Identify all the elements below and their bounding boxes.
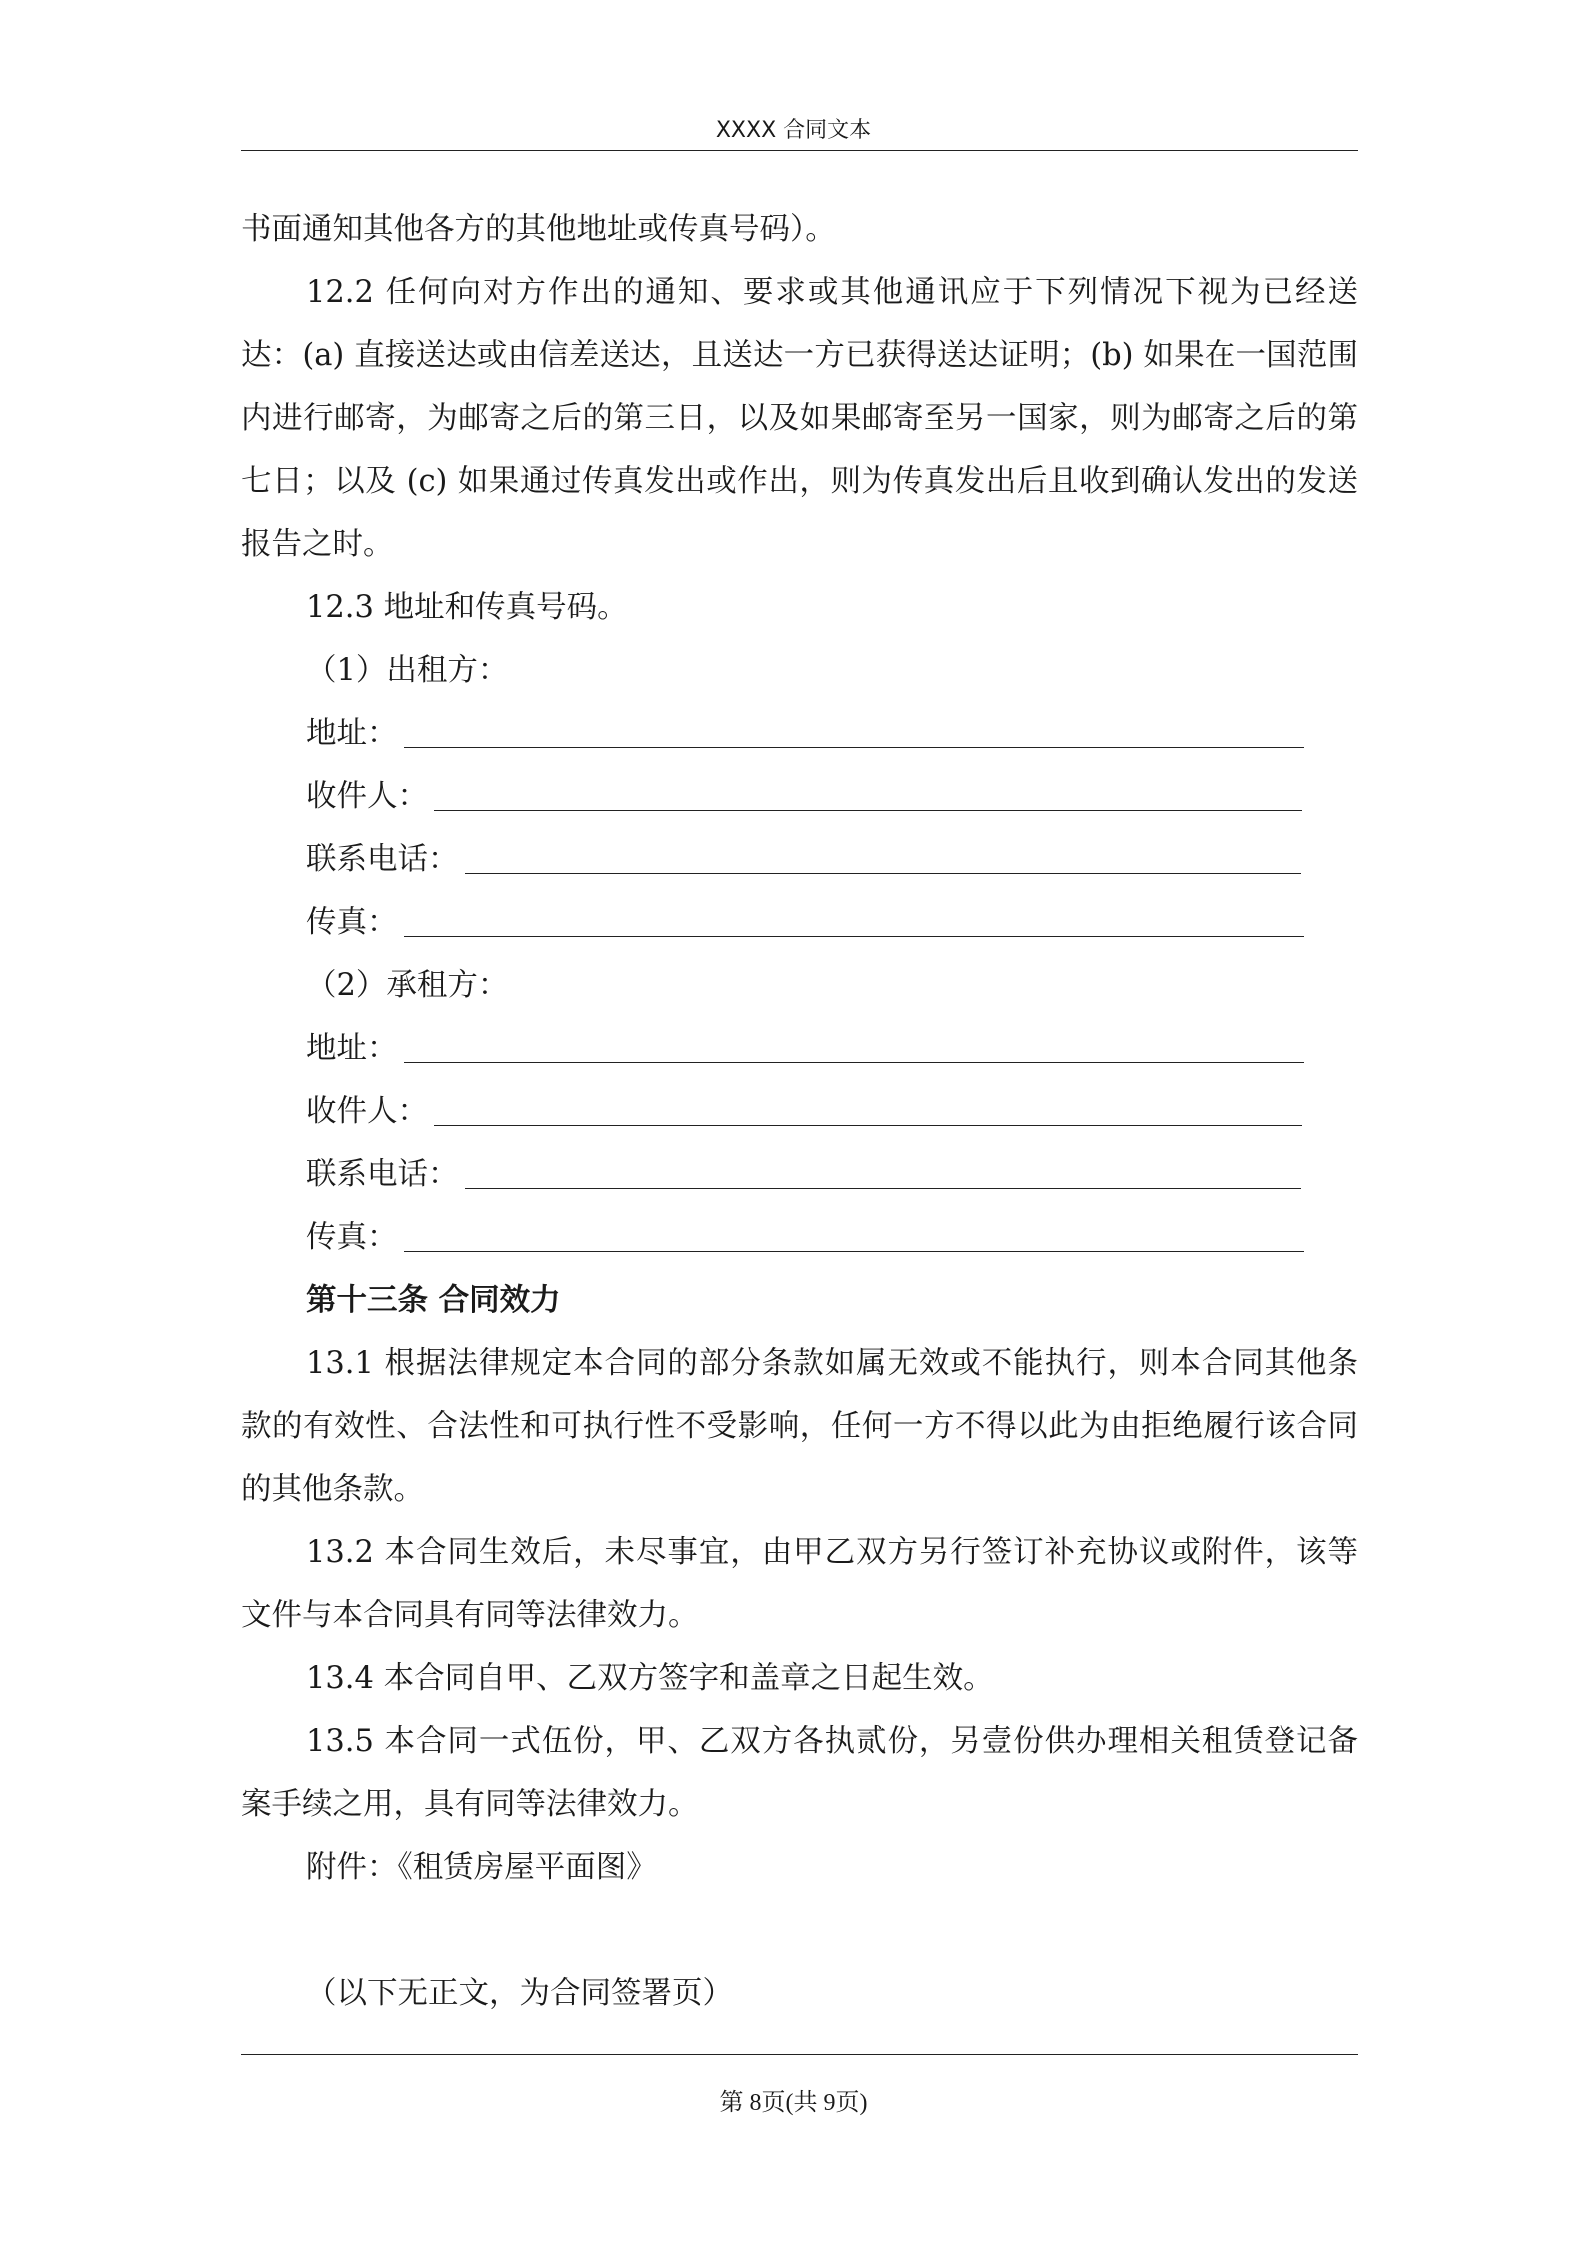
footer-rule xyxy=(241,2054,1358,2055)
document-body xyxy=(241,198,1358,2025)
article-13-heading: 第十三条 合同效力 xyxy=(306,1282,561,1318)
lessor-address-label: 地址： xyxy=(306,716,398,751)
lessee-phone-blank[interactable] xyxy=(465,1188,1301,1189)
lessor-address-field[interactable] xyxy=(241,702,1358,765)
lessee-recipient-blank[interactable] xyxy=(434,1125,1302,1126)
paragraph-13-5: 13.5 本合同一式伍份，甲、乙双方各执贰份，另壹份供办理相关租赁登记备案手续之用，具有同等法律效力。 xyxy=(241,1724,1358,1822)
lessor-fax-blank[interactable] xyxy=(404,936,1304,937)
paragraph-13-2: 13.2 本合同生效后，未尽事宜，由甲乙双方另行签订补充协议或附件，该等文件与本合同具有同等法律效力。 xyxy=(241,1535,1358,1633)
lessee-recipient-label: 收件人： xyxy=(306,1094,428,1129)
paragraph-continuation: 书面通知其他各方的其他地址或传真号码）。 xyxy=(241,212,836,247)
paragraph-13-4: 13.4 本合同自甲、乙双方签字和盖章之日起生效。 xyxy=(306,1661,994,1696)
lessee-heading: （2）承租方： xyxy=(306,968,509,1003)
lessee-fax-blank[interactable] xyxy=(404,1251,1304,1252)
lessee-phone-label: 联系电话： xyxy=(306,1157,459,1192)
blank-spacer xyxy=(241,1899,1358,1962)
lessee-recipient-field[interactable] xyxy=(241,1080,1358,1143)
lessor-fax-label: 传真： xyxy=(306,905,398,940)
paragraph-12-2: 12.2 任何向对方作出的通知、要求或其他通讯应于下列情况下视为已经送达：(a) 直接送达或由信差送达，且送达一方已获得送达证明；(b) 如果在一国范围内进行邮寄，为邮寄之后的第三日，以及如果邮寄至另一国家，则为邮寄之后的第七日；以及 (c) 如果通过传真发出或作出，则为传真发出后且收到确认发出的发送报告之时。 xyxy=(241,275,1358,562)
lessor-phone-blank[interactable] xyxy=(465,873,1301,874)
attachment-line: 附件：《租赁房屋平面图》 xyxy=(306,1850,657,1885)
lessee-address-blank[interactable] xyxy=(404,1062,1304,1063)
lessor-recipient-label: 收件人： xyxy=(306,779,428,814)
lessor-phone-field[interactable] xyxy=(241,828,1358,891)
lessor-recipient-blank[interactable] xyxy=(434,810,1302,811)
lessee-fax-field[interactable] xyxy=(241,1206,1358,1269)
lessee-address-label: 地址： xyxy=(306,1031,398,1066)
lessor-fax-field[interactable] xyxy=(241,891,1358,954)
page-header-title: XXXX 合同文本 xyxy=(715,118,872,143)
lessor-address-blank[interactable] xyxy=(404,747,1304,748)
end-of-text-note: （以下无正文，为合同签署页） xyxy=(306,1976,733,2011)
lessee-address-field[interactable] xyxy=(241,1017,1358,1080)
lessee-phone-field[interactable] xyxy=(241,1143,1358,1206)
lessee-fax-label: 传真： xyxy=(306,1220,398,1255)
page-number: 第 8页(共 9页) xyxy=(719,2090,868,2116)
paragraph-13-1: 13.1 根据法律规定本合同的部分条款如属无效或不能执行，则本合同其他条款的有效性、合法性和可执行性不受影响，任何一方不得以此为由拒绝履行该合同的其他条款。 xyxy=(241,1346,1358,1507)
lessor-phone-label: 联系电话： xyxy=(306,842,459,877)
lessor-heading: （1）出租方： xyxy=(306,653,509,688)
header-rule xyxy=(241,150,1358,151)
paragraph-12-3: 12.3 地址和传真号码。 xyxy=(306,590,628,625)
lessor-recipient-field[interactable] xyxy=(241,765,1358,828)
